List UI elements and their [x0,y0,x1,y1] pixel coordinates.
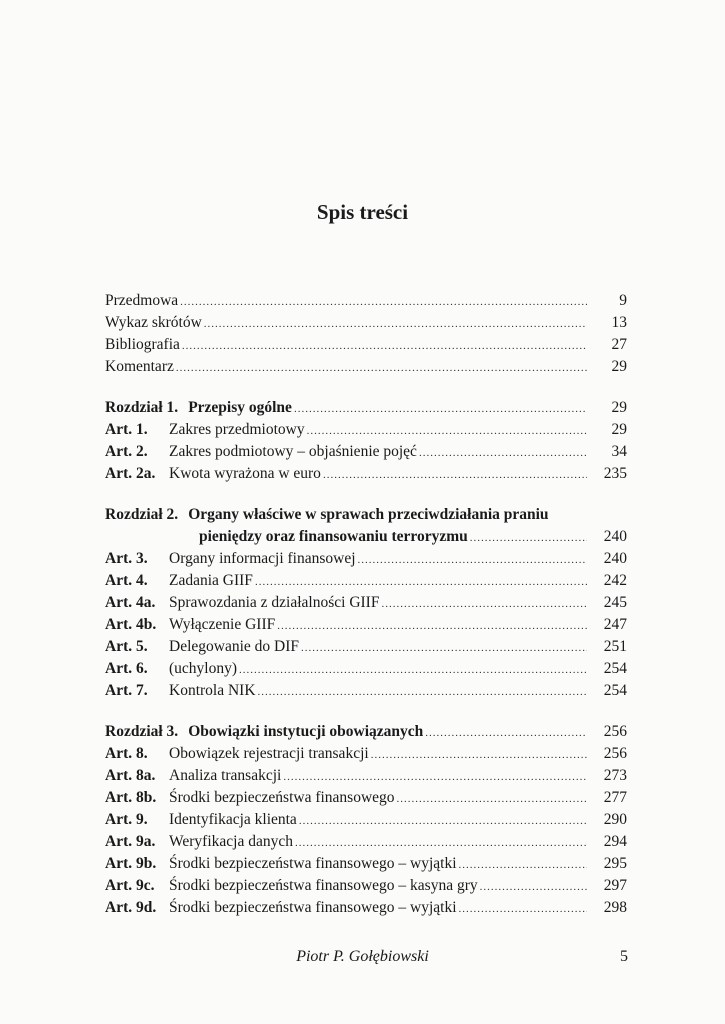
article-entry[interactable] [105,853,627,875]
toc-entry-label: Komentarz [105,358,174,375]
dot-leader [419,442,587,464]
article-title: Zakres przedmiotowy [169,421,305,438]
toc-page-number: 251 [603,638,627,655]
chapter-number: Rozdział 2. [105,506,179,523]
toc-page-number: 240 [603,550,627,567]
footer-page-number: 5 [620,948,628,965]
toc-page-number: 9 [619,292,627,309]
dot-leader [425,722,587,744]
chapter-heading[interactable] [105,397,627,419]
article-entry[interactable] [105,765,627,787]
toc-entry-label: Bibliografia [105,336,180,353]
article-number: Art. 2a. [105,465,156,482]
dot-leader [480,876,587,898]
article-entry[interactable] [105,441,627,463]
dot-leader [258,681,587,703]
article-title: Środki bezpieczeństwa finansowego [169,789,395,806]
dot-leader [255,571,587,593]
chapter-title-line-1: Organy właściwe w sprawach przeciwdziałania praniu [188,506,549,523]
toc-entry[interactable] [105,290,627,312]
toc-page-number: 298 [603,899,627,916]
toc-page-number: 245 [603,594,627,611]
dot-leader [381,593,587,615]
article-entry[interactable] [105,614,627,636]
article-number: Art. 8. [105,745,148,762]
article-entry[interactable] [105,592,627,614]
toc-entry[interactable] [105,312,627,334]
article-entry[interactable] [105,419,627,441]
toc-page-number: 290 [603,811,627,828]
toc-page-number: 29 [611,399,627,416]
chapter-title-line-2: pieniędzy oraz finansowaniu terroryzmu [199,528,468,545]
toc-page-number: 247 [603,616,627,633]
dot-leader [371,744,587,766]
dot-leader [283,766,587,788]
dot-leader [294,398,587,420]
chapter-heading[interactable] [105,721,627,743]
toc-page-number: 27 [611,336,627,353]
article-number: Art. 2. [105,443,148,460]
toc-page-number: 29 [611,358,627,375]
article-entry[interactable] [105,897,627,919]
dot-leader [459,854,587,876]
article-title: Środki bezpieczeństwa finansowego – wyjątki [169,899,457,916]
toc-page-number: 29 [611,421,627,438]
toc-entry[interactable] [105,334,627,356]
toc-front-matter [105,290,627,378]
toc-page-number: 235 [603,465,627,482]
dot-leader [299,810,587,832]
article-entry[interactable] [105,743,627,765]
article-number: Art. 9b. [105,855,157,872]
article-title: Obowiązek rejestracji transakcji [169,745,369,762]
toc-entry-label: Wykaz skrótów [105,314,202,331]
article-number: Art. 4a. [105,594,156,611]
dot-leader [180,291,587,313]
article-title: Weryfikacja danych [169,833,293,850]
article-number: Art. 7. [105,682,148,699]
toc-entry-label: Przedmowa [105,292,179,309]
article-title: Sprawozdania z działalności GIIF [169,594,380,611]
toc-page-number: 242 [603,572,627,589]
chapter-heading[interactable] [105,504,627,526]
article-title: Kontrola NIK [169,682,256,699]
article-title: Organy informacji finansowej [169,550,356,567]
dot-leader [470,527,587,549]
article-title: Analiza transakcji [169,767,282,784]
dot-leader [397,788,587,810]
toc-chapter-2 [105,504,627,702]
dot-leader [323,464,587,486]
article-title: Środki bezpieczeństwa finansowego – kasyna gry [169,877,478,894]
article-number: Art. 9. [105,811,148,828]
article-title: Delegowanie do DIF [169,638,299,655]
chapter-number: Rozdział 3. [105,723,179,740]
chapter-heading-continued[interactable] [105,526,627,548]
article-title: Kwota wyrażona w euro [169,465,321,482]
toc-page-number: 13 [611,314,627,331]
toc-entry[interactable] [105,356,627,378]
toc-page-number: 297 [603,877,627,894]
toc-page-number: 34 [611,443,627,460]
table-of-contents [105,290,627,938]
article-title: Wyłączenie GIIF [169,616,276,633]
toc-page-number: 254 [603,660,627,677]
article-number: Art. 9a. [105,833,156,850]
dot-leader [301,637,587,659]
toc-page-number: 277 [603,789,627,806]
dot-leader [176,357,587,379]
chapter-title: Przepisy ogólne [188,399,292,416]
article-number: Art. 4. [105,572,148,589]
article-number: Art. 1. [105,421,148,438]
toc-page-number: 240 [603,528,627,545]
dot-leader [204,313,587,335]
toc-chapter-3 [105,721,627,919]
article-number: Art. 9c. [105,877,155,894]
dot-leader [459,898,587,920]
article-entry[interactable] [105,787,627,809]
article-number: Art. 8a. [105,767,156,784]
article-title: Zakres podmiotowy – objaśnienie pojęć [169,443,417,460]
article-title: Środki bezpieczeństwa finansowego – wyjątki [169,855,457,872]
toc-page-number: 256 [603,723,627,740]
article-number: Art. 5. [105,638,148,655]
article-entry[interactable] [105,875,627,897]
article-number: Art. 3. [105,550,148,567]
article-entry[interactable] [105,570,627,592]
dot-leader [358,549,587,571]
toc-page-number: 295 [603,855,627,872]
toc-page-number: 256 [603,745,627,762]
article-title: (uchylony) [169,660,238,677]
article-entry[interactable] [105,463,627,485]
dot-leader [307,420,587,442]
dot-leader [277,615,587,637]
page-title: Spis treści [316,200,409,224]
chapter-title: Obowiązki instytucji obowiązanych [188,723,424,740]
chapter-number: Rozdział 1. [105,399,179,416]
article-entry[interactable] [105,658,627,680]
article-number: Art. 4b. [105,616,157,633]
dot-leader [182,335,587,357]
article-entry[interactable] [105,809,627,831]
dot-leader [239,659,587,681]
article-entry[interactable] [105,636,627,658]
article-number: Art. 8b. [105,789,157,806]
toc-page-number: 273 [603,767,627,784]
article-entry[interactable] [105,680,627,702]
article-entry[interactable] [105,831,627,853]
toc-page-number: 254 [603,682,627,699]
footer-author: Piotr P. Gołębiowski [296,948,429,965]
article-number: Art. 6. [105,660,148,677]
dot-leader [295,832,587,854]
article-number: Art. 9d. [105,899,157,916]
article-title: Identyfikacja klienta [169,811,297,828]
toc-page-number: 294 [603,833,627,850]
toc-chapter-1 [105,397,627,485]
article-entry[interactable] [105,548,627,570]
article-title: Zadania GIIF [169,572,253,589]
